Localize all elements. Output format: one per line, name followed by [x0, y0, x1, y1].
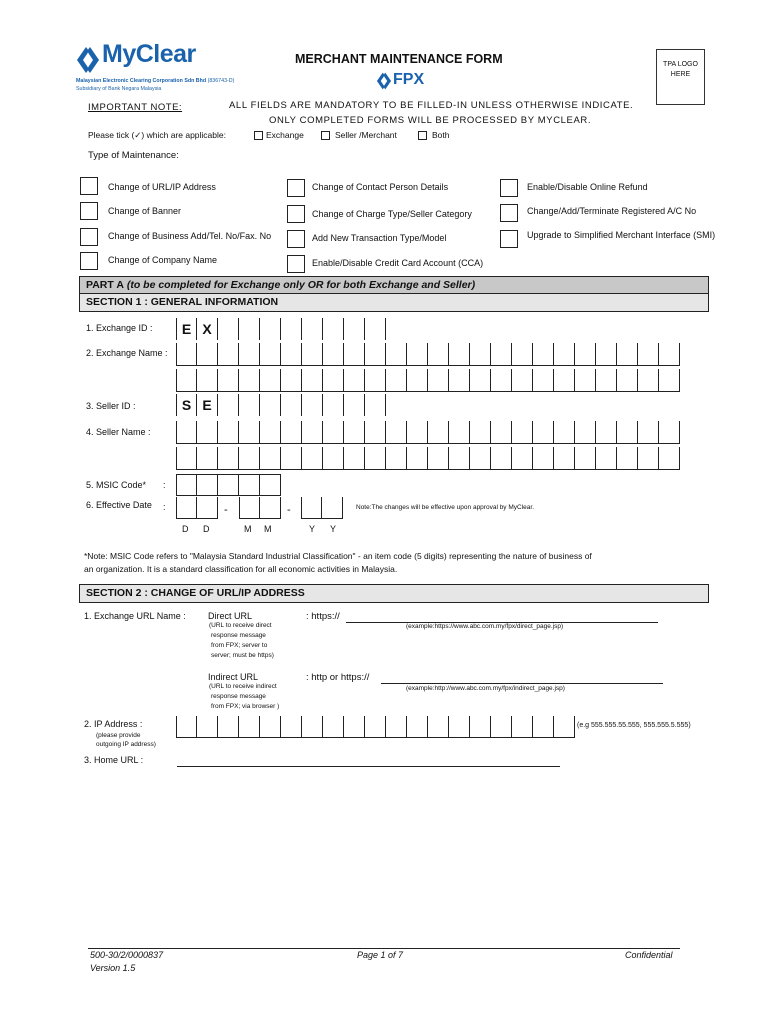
company-name [76, 78, 234, 84]
date-hint-y2: Y [330, 524, 337, 534]
contact-person-label: Change of Contact Person Details [312, 182, 449, 192]
important-note-line1: ALL FIELDS ARE MANDATORY TO BE FILLED-IN UNLESS OTHERWISE INDICATE. [229, 100, 634, 111]
msic-colon: : [163, 480, 166, 490]
url-ip-checkbox[interactable] [80, 177, 98, 195]
indirect-url-example: (example:http://www.abc.com.my/fpx/indirect_page.jsp) [406, 685, 565, 692]
date-note: Note:The changes will be effective upon approval by MyClear. [356, 504, 535, 511]
seller-name-input-line2[interactable] [176, 447, 680, 470]
myclear-diamond-icon [76, 46, 100, 74]
seller-option-label: Seller /Merchant [335, 130, 397, 140]
contact-person-checkbox[interactable] [287, 179, 305, 197]
doc-version: Version 1.5 [90, 963, 136, 973]
url-ip-label: Change of URL/IP Address [108, 182, 216, 192]
both-checkbox[interactable] [418, 131, 427, 140]
indirect-url-input[interactable] [381, 683, 663, 684]
seller-id-label: 3. Seller ID : [86, 401, 136, 411]
myclear-logo [76, 40, 236, 96]
business-address-label: Change of Business Add/Tel. No/Fax. No [108, 231, 272, 241]
date-hint-m1: M [244, 524, 252, 534]
direct-url-example: (example:https://www.abc.com.my/fpx/direct_page.jsp) [406, 623, 564, 630]
date-month-input[interactable] [239, 497, 281, 519]
indirect-url-title: Indirect URL [208, 672, 259, 682]
subsidiary-text: Subsidiary of Bank Negara Malaysia [76, 86, 162, 92]
credit-card-label: Enable/Disable Credit Card Account (CCA) [312, 258, 484, 268]
date-day-input[interactable] [176, 497, 218, 519]
direct-url-desc-1: (URL to receive direct [209, 622, 272, 629]
maintenance-label: Type of Maintenance: [88, 150, 179, 161]
fpx-logo [376, 70, 436, 92]
msic-code-input[interactable] [176, 474, 281, 496]
exchange-name-label: 2. Exchange Name : [86, 348, 168, 358]
doc-number: 500-30/2/0000837 [90, 950, 164, 960]
date-hint-d1: D [182, 524, 189, 534]
ip-address-label: 2. IP Address : [84, 719, 143, 729]
important-note-line2: ONLY COMPLETED FORMS WILL BE PROCESSED BY MYCLEAR. [269, 115, 592, 126]
direct-url-desc-3: from FPX; server to [211, 642, 268, 649]
exchange-name-input-line1[interactable] [176, 343, 680, 366]
id-cell: X [197, 318, 218, 340]
indirect-url-desc-3: from FPX; via browser ) [211, 703, 280, 710]
home-url-label: 3. Home URL : [84, 755, 144, 765]
both-option-label: Both [432, 130, 450, 140]
direct-url-title: Direct URL [208, 611, 253, 621]
company-name-text: Malaysian Electronic Clearing Corporation Sdn Bhd [76, 78, 207, 84]
fpx-wordmark: FPX [393, 71, 425, 88]
company-reg: (836743-D) [207, 78, 235, 84]
id-cell: S [177, 394, 197, 416]
indirect-url-prefix: : http or https:// [306, 672, 370, 683]
date-hint-y1: Y [309, 524, 316, 534]
business-address-checkbox[interactable] [80, 228, 98, 246]
ip-address-example: (e.g 555.555.55.555, 555.555.5.555) [577, 722, 691, 729]
tpa-logo-text: TPA LOGO HERE [663, 61, 698, 78]
ip-address-desc-2: outgoing IP address) [96, 741, 156, 748]
part-a-title: PART A [86, 279, 124, 291]
important-note-label: IMPORTANT NOTE: [88, 102, 183, 113]
logo-wordmark: MyClear [102, 40, 196, 68]
confidential-label: Confidential [625, 950, 673, 960]
indirect-url-desc-2: response message [211, 693, 266, 700]
exchange-option-label: Exchange [266, 130, 304, 140]
account-label: Change/Add/Terminate Registered A/C No [527, 206, 697, 216]
charge-type-checkbox[interactable] [287, 205, 305, 223]
tick-prompt: Please tick (✓) which are applicable: [88, 130, 226, 140]
page-number: Page 1 of 7 [357, 950, 404, 960]
footer-divider [88, 948, 680, 949]
exchange-name-input-line2[interactable] [176, 369, 680, 392]
date-hint-m2: M [264, 524, 272, 534]
online-refund-checkbox[interactable] [500, 179, 518, 197]
exchange-url-label: 1. Exchange URL Name : [84, 611, 186, 621]
exchange-checkbox[interactable] [254, 131, 263, 140]
seller-name-input-line1[interactable] [176, 421, 680, 444]
seller-id-input[interactable] [176, 394, 386, 416]
credit-card-checkbox[interactable] [287, 255, 305, 273]
account-checkbox[interactable] [500, 204, 518, 222]
company-name-checkbox[interactable] [80, 252, 98, 270]
home-url-input[interactable] [177, 766, 560, 767]
direct-url-desc-4: server; must be https) [211, 652, 274, 659]
part-a-subtitle: (to be completed for Exchange only OR for both Exchange and Seller) [126, 279, 476, 291]
ip-address-desc-1: (please provide [96, 732, 141, 739]
banner-label: Change of Banner [108, 206, 182, 216]
fpx-diamond-icon [376, 72, 392, 90]
company-name-label: Change of Company Name [108, 255, 218, 265]
direct-url-prefix: : https:// [306, 611, 340, 622]
exchange-id-label: 1. Exchange ID : [86, 323, 153, 333]
id-cell: E [177, 318, 197, 340]
charge-type-label: Change of Charge Type/Seller Category [312, 209, 472, 219]
indirect-url-desc-1: (URL to receive indirect [209, 683, 277, 690]
direct-url-desc-2: response message [211, 632, 266, 639]
transaction-type-checkbox[interactable] [287, 230, 305, 248]
id-cell: E [197, 394, 218, 416]
date-year-input[interactable] [301, 497, 343, 519]
msic-label: 5. MSIC Code* [86, 480, 147, 490]
banner-checkbox[interactable] [80, 202, 98, 220]
exchange-id-input[interactable] [176, 318, 386, 340]
msic-note-line2: an organization. It is a standard classification for all economic activities in Malaysia. [84, 564, 398, 574]
effective-date-colon: : [163, 502, 166, 512]
msic-note-line1: *Note: MSIC Code refers to "Malaysia Standard Industrial Classification" - an item code (5 digits) representing the nature of business of [84, 551, 592, 561]
seller-name-label: 4. Seller Name : [86, 427, 151, 437]
part-a-bar [79, 276, 709, 294]
smi-checkbox[interactable] [500, 230, 518, 248]
ip-address-input[interactable] [176, 716, 575, 738]
effective-date-label: 6. Effective Date [86, 500, 152, 510]
smi-label: Upgrade to Simplified Merchant Interface (SMI) [527, 230, 716, 240]
form-title: MERCHANT MAINTENANCE FORM [295, 52, 503, 66]
section1-bar: SECTION 1 : GENERAL INFORMATION [79, 293, 709, 312]
date-separator: - [287, 504, 291, 516]
transaction-type-label: Add New Transaction Type/Model [312, 233, 447, 243]
seller-checkbox[interactable] [321, 131, 330, 140]
date-hint-d2: D [203, 524, 210, 534]
online-refund-label: Enable/Disable Online Refund [527, 182, 648, 192]
section2-bar: SECTION 2 : CHANGE OF URL/IP ADDRESS [79, 584, 709, 603]
tpa-logo-box [656, 49, 705, 105]
date-separator: - [224, 504, 228, 516]
